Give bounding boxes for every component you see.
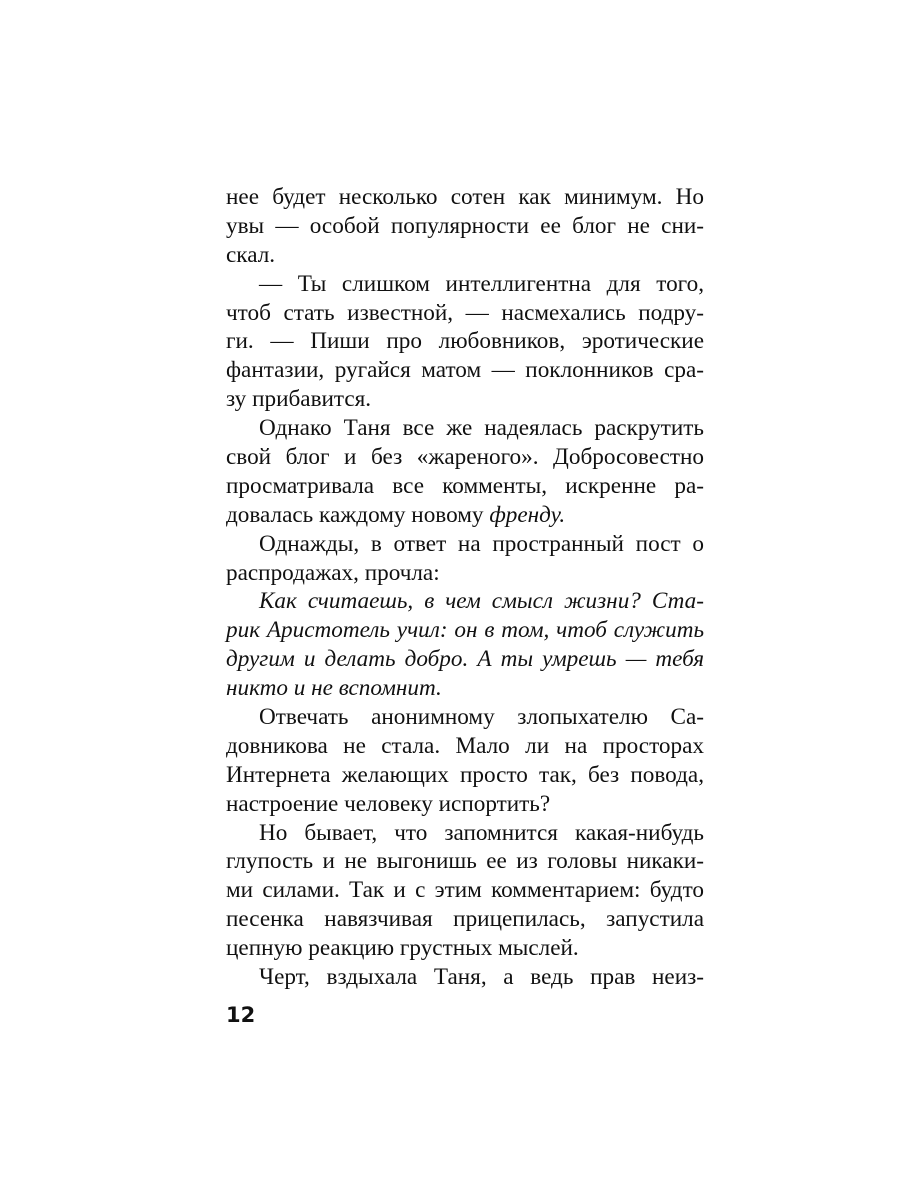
text-line: Отвечать анонимному злопыхателю Са- bbox=[259, 704, 704, 731]
text-line: Однако Таня все же надеялась раскрутить bbox=[259, 415, 704, 442]
text-line: Черт, вздыхала Таня, а ведь прав неиз- bbox=[259, 964, 704, 991]
body-text bbox=[226, 183, 704, 992]
page-number: 12 bbox=[226, 1003, 256, 1027]
text-line bbox=[226, 501, 704, 530]
text-line: цепную реакцию грустных мыслей. bbox=[226, 935, 579, 962]
text-line: довникова не стала. Мало ли на просторах bbox=[226, 732, 704, 759]
text-line: Однажды, в ответ на пространный пост о bbox=[259, 530, 704, 557]
quote-line: рик Аристотель учил: он в том, чтоб служить bbox=[226, 617, 704, 644]
quote-line: Как считаешь, в чем смысл жизни? Ста- bbox=[259, 588, 704, 615]
text-line: глупость и не выгонишь ее из головы никаки- bbox=[226, 848, 704, 875]
text-line: Но бывает, что запомнится какая-нибудь bbox=[259, 819, 704, 846]
text-line: увы — особой популярности ее блог не сни- bbox=[226, 212, 704, 239]
text-line: просматривала все комменты, искренне ра- bbox=[226, 472, 704, 499]
quote-line: никто и не вспомнит. bbox=[226, 675, 442, 702]
text-line-part: довалась каждому новому bbox=[226, 501, 490, 528]
text-line: свой блог и без «жареного». Добросовестно bbox=[226, 444, 704, 471]
text-line: фантазии, ругайся матом — поклонников сра- bbox=[226, 357, 704, 384]
text-line: песенка навязчивая прицепилась, запустила bbox=[226, 906, 704, 933]
italic-word: френду. bbox=[489, 501, 566, 528]
text-line: скал. bbox=[226, 241, 276, 268]
text-line: зу прибавится. bbox=[226, 386, 372, 413]
text-line: настроение человеку испортить? bbox=[226, 790, 551, 817]
quote-line: другим и делать добро. А ты умрешь — тебя bbox=[226, 646, 704, 673]
text-line: — Ты слишком интеллигентна для того, bbox=[259, 270, 704, 297]
text-line: ми силами. Так и с этим комментарием: будто bbox=[226, 877, 704, 904]
text-line: нее будет несколько сотен как минимум. Но bbox=[226, 184, 704, 210]
text-line: распродажах, прочла: bbox=[226, 559, 440, 586]
text-line: Интернета желающих просто так, без повода, bbox=[226, 761, 704, 788]
text-line: ги. — Пиши про любовников, эротические bbox=[226, 328, 704, 355]
text-line: чтоб стать известной, — насмехались подру- bbox=[226, 299, 704, 326]
